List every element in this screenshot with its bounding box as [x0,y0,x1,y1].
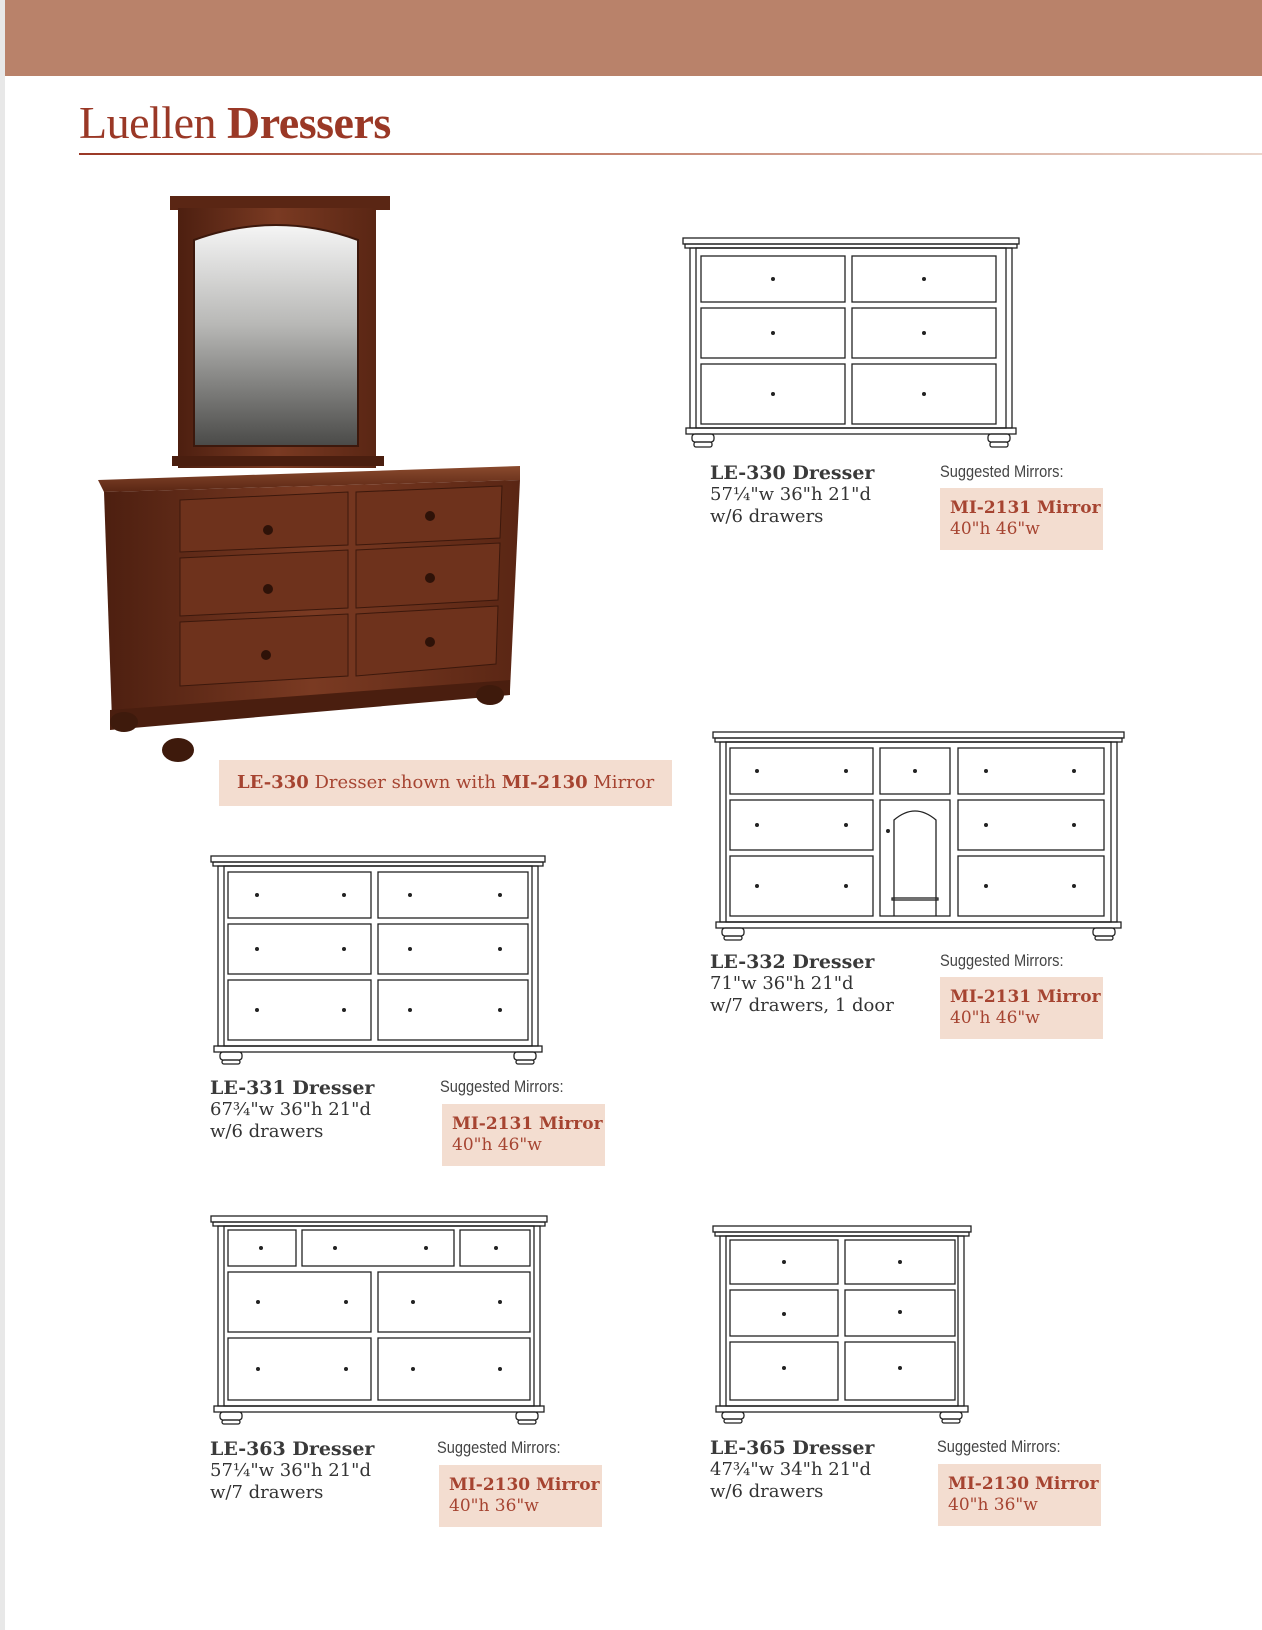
product-name: LE-365 Dresser [710,1437,875,1459]
product-description: w/6 drawers [210,1121,324,1142]
page-title [79,96,391,149]
product-dimensions: 71"w 36"h 21"d [710,973,854,994]
header-band [5,0,1262,76]
mirror-name: MI-2130 Mirror [449,1475,600,1495]
product-photo-le330-with-mirror [90,190,540,800]
mirror-name: MI-2131 Mirror [950,498,1101,518]
drawing-le-332 [712,730,1127,940]
mirror-size: 40"h 46"w [452,1135,542,1155]
caption-text-2: Mirror [587,772,655,793]
catalog-page [5,0,1262,1630]
mirror-name: MI-2130 Mirror [948,1474,1099,1494]
mirror-size: 40"h 46"w [950,1008,1040,1028]
spec-le-363 [210,1438,374,1504]
drawing-le-365 [712,1224,974,1424]
mirror-name: MI-2131 Mirror [950,987,1101,1007]
spec-le-331 [210,1077,374,1143]
product-name: LE-331 Dresser [210,1077,375,1099]
drawing-le-331 [210,854,548,1064]
product-description: w/6 drawers [710,1481,824,1502]
photo-caption [219,760,672,806]
product-dimensions: 57¼"w 36"h 21"d [710,484,871,505]
mirror-suggestion-le-365 [938,1464,1101,1526]
product-dimensions: 67¾"w 36"h 21"d [210,1099,371,1120]
product-dimensions: 57¼"w 36"h 21"d [210,1460,371,1481]
suggested-mirrors-label: Suggested Mirrors: [440,1077,564,1096]
title-word-1: Luellen [79,97,216,148]
product-name: LE-330 Dresser [710,462,875,484]
mirror-suggestion-le-363 [439,1465,602,1527]
mirror-suggestion-le-332 [940,977,1103,1039]
product-name: LE-363 Dresser [210,1438,375,1460]
suggested-mirrors-label: Suggested Mirrors: [937,1437,1061,1456]
product-dimensions: 47¾"w 34"h 21"d [710,1459,871,1480]
product-name: LE-332 Dresser [710,951,875,973]
suggested-mirrors-label: Suggested Mirrors: [437,1438,561,1457]
mirror-suggestion-le-331 [442,1104,605,1166]
spec-le-332 [710,951,894,1017]
product-description: w/7 drawers, 1 door [710,995,894,1016]
mirror-name: MI-2131 Mirror [452,1114,603,1134]
title-word-2: Dressers [227,97,391,148]
product-description: w/6 drawers [710,506,824,527]
spec-le-365 [710,1437,874,1503]
caption-mirror: MI-2130 [501,772,588,793]
caption-model: LE-330 [237,772,309,793]
drawing-le-363 [210,1214,550,1424]
caption-text-1: Dresser shown with [308,772,502,793]
title-underline [79,153,1262,155]
suggested-mirrors-label: Suggested Mirrors: [940,951,1064,970]
product-description: w/7 drawers [210,1482,324,1503]
spec-le-330 [710,462,874,528]
mirror-size: 40"h 36"w [449,1496,539,1516]
drawing-le-330 [682,236,1022,448]
mirror-suggestion-le-330 [940,488,1103,550]
mirror-size: 40"h 36"w [948,1495,1038,1515]
mirror-size: 40"h 46"w [950,519,1040,539]
suggested-mirrors-label: Suggested Mirrors: [940,462,1064,481]
